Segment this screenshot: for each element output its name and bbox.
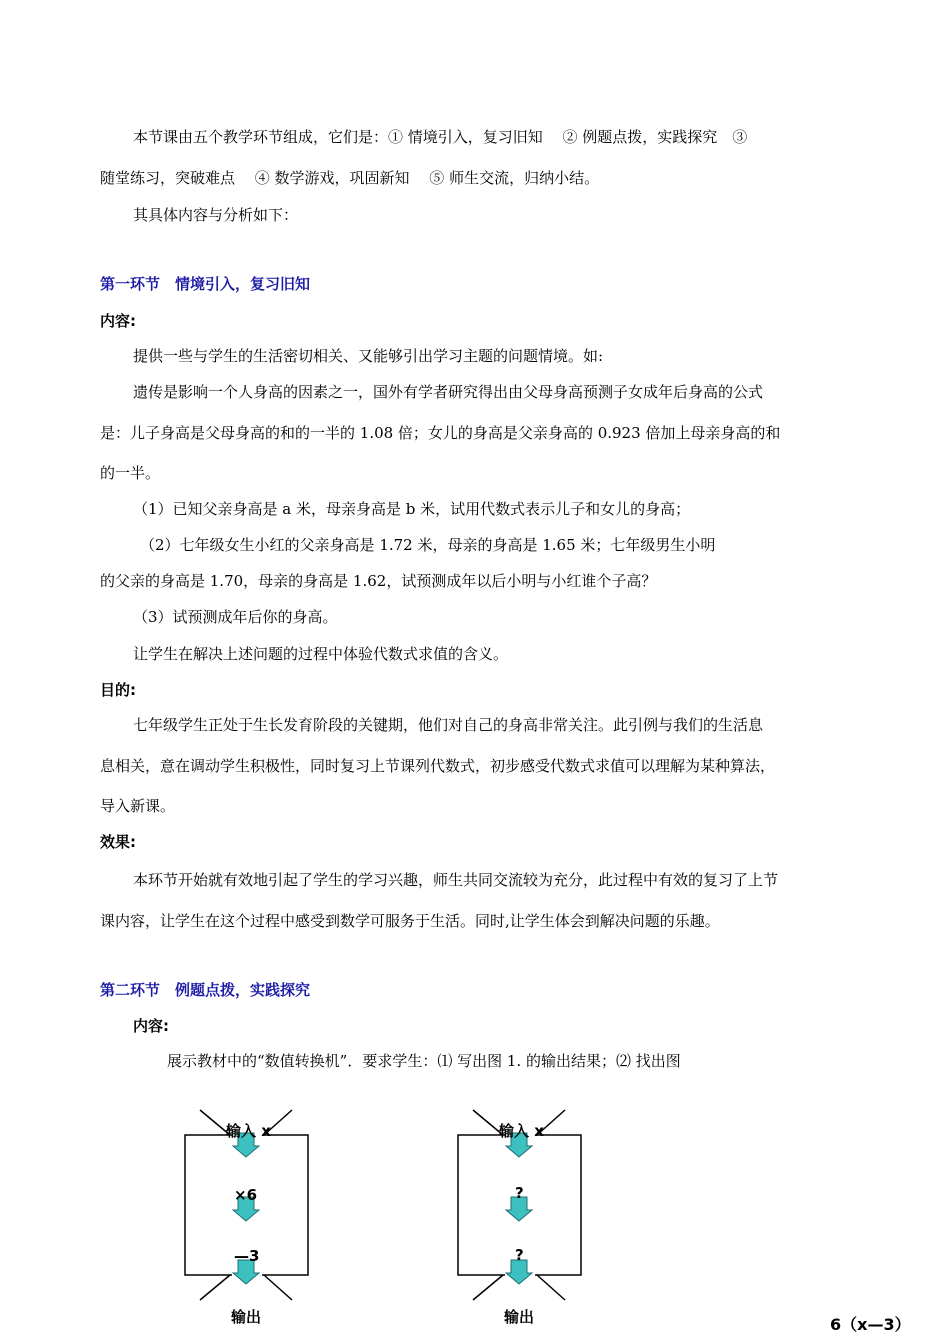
diagram-1-input: 输入 x	[226, 1122, 271, 1140]
intro-line-1: 本节课由五个教学环节组成，它们是：① 情境引入，复习旧知 ② 例题点拨，实践探究 ③	[133, 128, 748, 146]
section-1-purpose-line-3: 导入新课。	[100, 797, 176, 815]
section-1-effect-label: 效果:	[100, 833, 136, 851]
diagram-1-output: 输出	[231, 1308, 262, 1326]
section-1-effect-line-2: 课内容，让学生在这个过程中感受到数学可服务于生活。同时,让学生体会到解决问题的乐趣。	[100, 912, 720, 930]
section-1-paragraph-2-line-3: 的一半。	[100, 464, 161, 482]
section-1-content-label: 内容:	[100, 312, 136, 330]
section-1-paragraph-3: 让学生在解决上述问题的过程中体验代数式求值的含义。	[133, 645, 509, 663]
diagram-1-operation-2: —3	[234, 1247, 260, 1265]
section-1-effect-line-1: 本环节开始就有效地引起了学生的学习兴趣，师生共同交流较为充分，此过程中有效的复习了上节	[133, 871, 779, 889]
section-1-purpose-label: 目的:	[100, 681, 136, 699]
section-1-question-2-line-1: （2）七年级女生小红的父亲身高是 1.72 米，母亲的身高是 1.65 米；七年级男生小明	[140, 536, 716, 554]
diagram-1-operation-1: ×6	[234, 1186, 258, 1204]
intro-line-3: 其具体内容与分析如下：	[133, 206, 299, 224]
section-1-paragraph-1: 提供一些与学生的生活密切相关、又能够引出学习主题的问题情境。如:	[133, 347, 604, 365]
section-1-paragraph-2-line-2: 是：儿子身高是父母身高的和的一半的 1.08 倍；女儿的身高是父亲身高的 0.923 倍加上母亲身高的和	[100, 424, 781, 442]
section-1-purpose-line-1: 七年级学生正处于生长发育阶段的关键期，他们对自己的身高非常关注。此引例与我们的生活息	[133, 716, 764, 734]
diagram-2-output: 输出	[504, 1308, 535, 1326]
section-2-content-label: 内容:	[133, 1017, 169, 1035]
diagram-2-operation-1: ?	[515, 1184, 524, 1202]
diagram-2-operation-2: ?	[515, 1246, 524, 1264]
section-1-title: 第一环节 情境引入，复习旧知	[100, 275, 311, 293]
section-1-question-3: （3）试预测成年后你的身高。	[133, 608, 338, 626]
section-1-question-2-line-2: 的父亲的身高是 1.70，母亲的身高是 1.62，试预测成年以后小明与小红谁个子高？	[100, 572, 657, 590]
formula-annotation: 6（x—3）	[830, 1315, 911, 1334]
section-2-paragraph-1: 展示教材中的“数值转换机”．要求学生：⑴ 写出图 1. 的输出结果；⑵ 找出图	[167, 1052, 681, 1070]
section-1-purpose-line-2: 息相关，意在调动学生积极性，同时复习上节课列代数式，初步感受代数式求值可以理解为某种算法，	[100, 757, 776, 775]
diagram-2-input: 输入 x	[499, 1122, 544, 1140]
section-1-question-1: （1）已知父亲身高是 a 米，母亲身高是 b 米，试用代数式表示儿子和女儿的身高；	[133, 500, 691, 518]
section-2-title: 第二环节 例题点拨，实践探究	[100, 981, 311, 999]
intro-line-2: 随堂练习，突破难点 ④ 数学游戏，巩固新知 ⑤ 师生交流，归纳小结。	[100, 169, 600, 187]
section-1-paragraph-2-line-1: 遗传是影响一个人身高的因素之一，国外有学者研究得出由父母身高预测子女成年后身高的公式	[133, 383, 764, 401]
